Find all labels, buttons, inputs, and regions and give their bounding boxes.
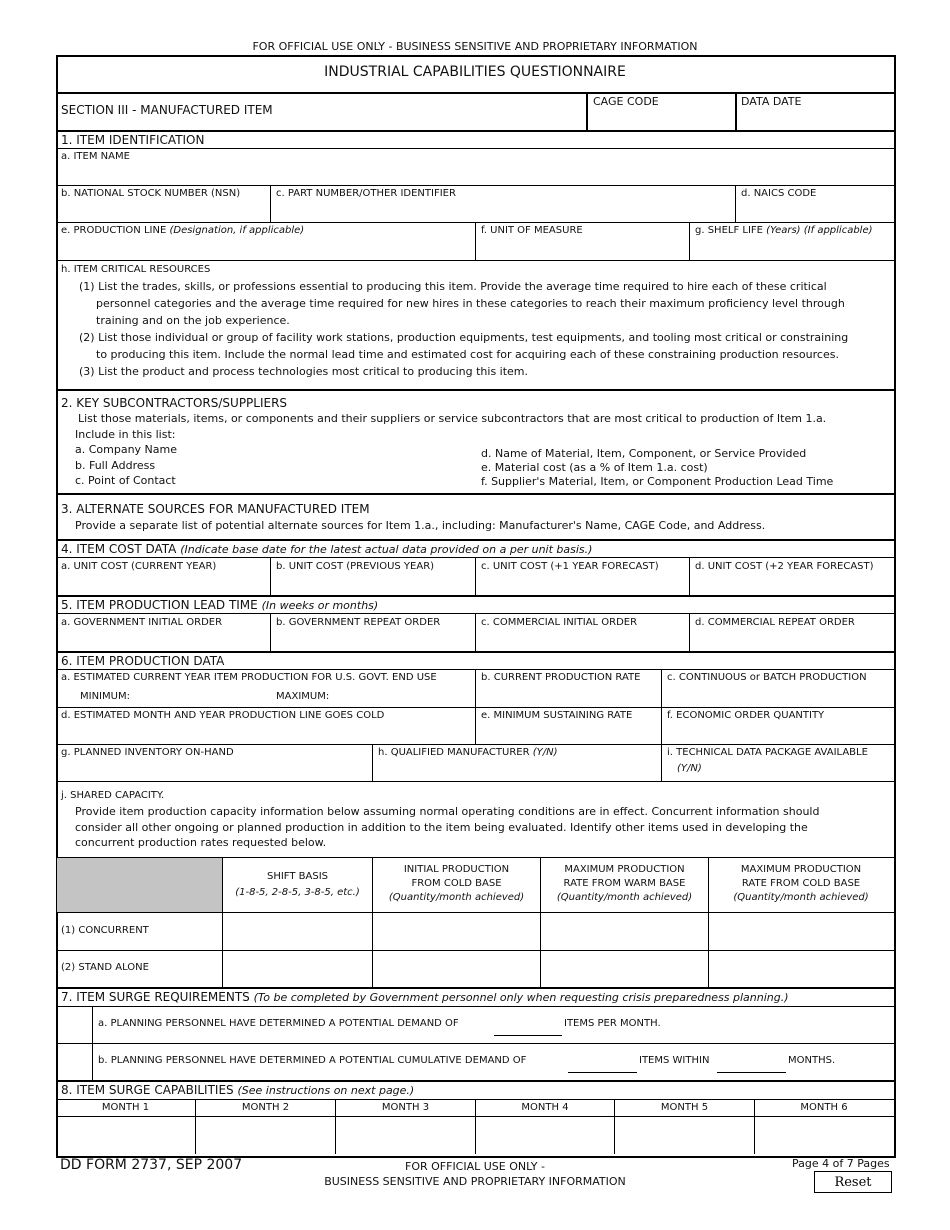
nsn-input[interactable] <box>60 202 268 220</box>
s2-item-e: e. Material cost (as a % of Item 1.a. cost) <box>481 461 708 474</box>
tdp-note: (Y/N) <box>677 763 702 774</box>
col-initial-header1: INITIAL PRODUCTION <box>403 864 510 875</box>
demand-input[interactable] <box>494 1019 562 1036</box>
s8-title: 8. ITEM SURGE CAPABILITIES (See instructions on next page.) <box>61 1083 415 1097</box>
s2-title: 2. KEY SUBCONTRACTORS/SUPPLIERS <box>61 396 288 410</box>
months-suffix: MONTHS. <box>788 1055 836 1066</box>
unit-cost-current-label: a. UNIT COST (CURRENT YEAR) <box>61 561 217 572</box>
row-standalone-label: (2) STAND ALONE <box>61 962 149 973</box>
inventory-input[interactable] <box>60 762 370 780</box>
s2-item-d: d. Name of Material, Item, Component, or Service Provided <box>481 447 807 460</box>
section-title: SECTION III - MANUFACTURED ITEM <box>61 103 273 117</box>
shelf-life-label: g. SHELF LIFE (Years) (If applicable) <box>695 225 873 236</box>
concurrent-warm-input[interactable] <box>543 915 706 948</box>
h2-line1: (2) List those individual or group of facility work stations, production equipments, test equipments, and tooling most critical or constraining <box>79 331 849 344</box>
month-1-input[interactable] <box>59 1119 193 1152</box>
concurrent-cold-input[interactable] <box>711 915 891 948</box>
unit-cost-previous-input[interactable] <box>274 576 472 593</box>
qualified-mfr-input[interactable] <box>376 762 659 780</box>
min-sustaining-input[interactable] <box>479 725 659 743</box>
col-warm-header3: (Quantity/month achieved) <box>556 892 693 903</box>
item-name-input[interactable] <box>60 164 890 184</box>
top-banner: FOR OFFICIAL USE ONLY - BUSINESS SENSITIVE AND PROPRIETARY INFORMATION <box>252 40 698 53</box>
s2-line2: Include in this list: <box>75 428 176 441</box>
col-warm-header2: RATE FROM WARM BASE <box>563 878 686 889</box>
maximum-input[interactable] <box>333 688 471 704</box>
current-rate-label: b. CURRENT PRODUCTION RATE <box>481 672 641 683</box>
cage-code-input[interactable] <box>590 110 733 128</box>
continuous-batch-input[interactable] <box>665 687 891 705</box>
tdp-input[interactable] <box>712 762 891 780</box>
maximum-label: MAXIMUM: <box>276 691 330 702</box>
eoq-label: f. ECONOMIC ORDER QUANTITY <box>667 710 825 721</box>
qualified-mfr-label: h. QUALIFIED MANUFACTURER (Y/N) <box>378 747 558 758</box>
j-line3: concurrent production rates requested below. <box>75 836 327 849</box>
unit-cost-plus2-input[interactable] <box>693 576 891 593</box>
s1-title: 1. ITEM IDENTIFICATION <box>61 133 205 147</box>
col-cold-header2: RATE FROM COLD BASE <box>741 878 861 889</box>
s2-item-b: b. Full Address <box>75 459 156 472</box>
part-number-input[interactable] <box>274 202 734 220</box>
month-2-input[interactable] <box>198 1119 333 1152</box>
part-number-label: c. PART NUMBER/OTHER IDENTIFIER <box>276 188 456 199</box>
shelf-life-input[interactable] <box>693 239 891 258</box>
standalone-warm-input[interactable] <box>543 953 706 985</box>
cumulative-demand-label: b. PLANNING PERSONNEL HAVE DETERMINED A POTENTIAL CUMULATIVE DEMAND OF <box>98 1055 527 1066</box>
s2-item-c: c. Point of Contact <box>75 474 176 487</box>
data-date-input[interactable] <box>739 110 891 128</box>
unit-cost-plus2-label: d. UNIT COST (+2 YEAR FORECAST) <box>695 561 874 572</box>
month-3-input[interactable] <box>338 1119 473 1152</box>
col-shift-basis-header: SHIFT BASIS <box>266 871 329 882</box>
j-line2: consider all other ongoing or planned production in addition to the item being evaluated. Identify other items used in developing the <box>75 821 808 834</box>
gov-repeat-label: b. GOVERNMENT REPEAT ORDER <box>276 617 441 628</box>
month-4-header: MONTH 4 <box>521 1102 569 1113</box>
nsn-label: b. NATIONAL STOCK NUMBER (NSN) <box>61 188 241 199</box>
s5-title: 5. ITEM PRODUCTION LEAD TIME (In weeks or months) <box>61 598 379 612</box>
com-initial-input[interactable] <box>479 632 687 649</box>
data-date-label: DATA DATE <box>741 95 802 108</box>
concurrent-shift-input[interactable] <box>225 915 370 948</box>
line-cold-label: d. ESTIMATED MONTH AND YEAR PRODUCTION LINE GOES COLD <box>61 710 385 721</box>
production-line-input[interactable] <box>60 239 472 258</box>
unit-of-measure-label: f. UNIT OF MEASURE <box>481 225 583 236</box>
col-initial-header2: FROM COLD BASE <box>411 878 502 889</box>
month-6-header: MONTH 6 <box>800 1102 848 1113</box>
col-cold-header3: (Quantity/month achieved) <box>733 892 869 903</box>
items-within-label: ITEMS WITHIN <box>639 1055 710 1066</box>
cumulative-demand-input[interactable] <box>568 1056 637 1073</box>
unit-cost-plus1-label: c. UNIT COST (+1 YEAR FORECAST) <box>481 561 659 572</box>
form-id: DD FORM 2737, SEP 2007 <box>60 1157 243 1173</box>
j-line1: Provide item production capacity information below assuming normal operating conditions are in effect. Concurrent information should <box>75 805 820 818</box>
col-initial-header3: (Quantity/month achieved) <box>388 892 525 903</box>
col-shift-basis-sub: (1-8-5, 2-8-5, 3-8-5, etc.) <box>235 887 360 898</box>
demand-label: a. PLANNING PERSONNEL HAVE DETERMINED A POTENTIAL DEMAND OF <box>98 1018 459 1029</box>
concurrent-initial-input[interactable] <box>375 915 538 948</box>
unit-of-measure-input[interactable] <box>479 239 687 258</box>
cage-code-label: CAGE CODE <box>593 95 659 108</box>
month-6-input[interactable] <box>757 1119 891 1152</box>
com-initial-label: c. COMMERCIAL INITIAL ORDER <box>481 617 638 628</box>
com-repeat-input[interactable] <box>693 632 891 649</box>
line-cold-input[interactable] <box>60 725 472 743</box>
h1-line3: training and on the job experience. <box>96 314 290 327</box>
demand-suffix: ITEMS PER MONTH. <box>564 1018 661 1029</box>
footer-fouo-line2: BUSINESS SENSITIVE AND PROPRIETARY INFORMATION <box>324 1175 626 1188</box>
s2-item-a: a. Company Name <box>75 443 178 456</box>
month-5-input[interactable] <box>617 1119 752 1152</box>
month-1-header: MONTH 1 <box>101 1102 150 1113</box>
months-input[interactable] <box>717 1056 786 1073</box>
com-repeat-label: d. COMMERCIAL REPEAT ORDER <box>695 617 855 628</box>
gov-initial-input[interactable] <box>60 632 268 649</box>
month-3-header: MONTH 3 <box>381 1102 430 1113</box>
inventory-label: g. PLANNED INVENTORY ON-HAND <box>61 747 234 758</box>
min-sustaining-label: e. MINIMUM SUSTAINING RATE <box>481 710 633 721</box>
naics-label: d. NAICS CODE <box>741 188 817 199</box>
minimum-input[interactable] <box>135 688 270 704</box>
row-concurrent-label: (1) CONCURRENT <box>61 925 149 936</box>
unit-cost-current-input[interactable] <box>60 576 268 593</box>
current-rate-input[interactable] <box>479 687 659 705</box>
h1-line1: (1) List the trades, skills, or professions essential to producing this item. Provide the average time required to hire each of these critical <box>79 280 827 293</box>
reset-button[interactable]: Reset <box>814 1171 892 1193</box>
s3-title: 3. ALTERNATE SOURCES FOR MANUFACTURED ITEM <box>61 502 370 516</box>
s2-line1: List those materials, items, or components and their suppliers or service subcontractors that are most critical to production of Item 1.a. <box>78 412 827 425</box>
col-warm-header1: MAXIMUM PRODUCTION <box>564 864 685 875</box>
continuous-batch-label: c. CONTINUOUS or BATCH PRODUCTION <box>667 672 867 683</box>
critical-resources-label: h. ITEM CRITICAL RESOURCES <box>61 264 211 275</box>
gov-initial-label: a. GOVERNMENT INITIAL ORDER <box>61 617 223 628</box>
eoq-input[interactable] <box>665 725 891 743</box>
unit-cost-previous-label: b. UNIT COST (PREVIOUS YEAR) <box>276 561 435 572</box>
s4-title: 4. ITEM COST DATA (Indicate base date for the latest actual data provided on a per unit basis.) <box>61 542 593 556</box>
standalone-initial-input[interactable] <box>375 953 538 985</box>
est-production-label: a. ESTIMATED CURRENT YEAR ITEM PRODUCTION FOR U.S. GOVT. END USE <box>61 672 437 683</box>
item-name-label: a. ITEM NAME <box>61 151 130 162</box>
s7-title: 7. ITEM SURGE REQUIREMENTS (To be completed by Government personnel only when requesting crisis preparedness planning.) <box>61 990 789 1004</box>
month-4-input[interactable] <box>478 1119 612 1152</box>
standalone-shift-input[interactable] <box>225 953 370 985</box>
naics-input[interactable] <box>739 202 891 220</box>
tdp-label: i. TECHNICAL DATA PACKAGE AVAILABLE <box>667 747 868 758</box>
footer-fouo-line1: FOR OFFICIAL USE ONLY - <box>405 1160 545 1173</box>
h2-line2: to producing this item. Include the normal lead time and estimated cost for acquiring each of these constraining production resources. <box>96 348 839 361</box>
s6-title: 6. ITEM PRODUCTION DATA <box>61 654 225 668</box>
form-title: INDUSTRIAL CAPABILITIES QUESTIONNAIRE <box>324 64 626 80</box>
h1-line2: personnel categories and the average time required for new hires in these categories to reach their maximum proficiency level through <box>96 297 845 310</box>
standalone-cold-input[interactable] <box>711 953 891 985</box>
month-5-header: MONTH 5 <box>660 1102 709 1113</box>
table-corner-shade <box>57 858 222 912</box>
shared-capacity-label: j. SHARED CAPACITY. <box>61 790 165 801</box>
minimum-label: MINIMUM: <box>80 691 130 702</box>
unit-cost-plus1-input[interactable] <box>479 576 687 593</box>
month-2-header: MONTH 2 <box>241 1102 290 1113</box>
h3-line1: (3) List the product and process technologies most critical to producing this item. <box>79 365 529 378</box>
s3-line: Provide a separate list of potential alternate sources for Item 1.a., including: Manufacturer's Name, CAGE Code, and Address. <box>75 519 766 532</box>
page-number: Page 4 of 7 Pages <box>792 1157 890 1170</box>
s2-item-f: f. Supplier's Material, Item, or Component Production Lead Time <box>481 475 834 488</box>
col-cold-header1: MAXIMUM PRODUCTION <box>740 864 862 875</box>
gov-repeat-input[interactable] <box>274 632 472 649</box>
production-line-label: e. PRODUCTION LINE (Designation, if applicable) <box>61 225 305 236</box>
